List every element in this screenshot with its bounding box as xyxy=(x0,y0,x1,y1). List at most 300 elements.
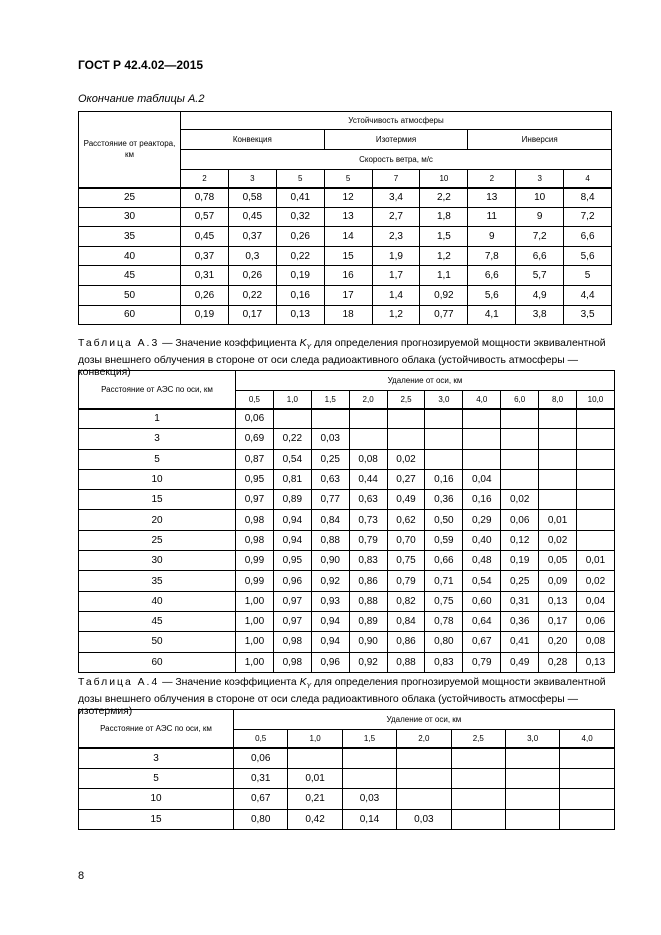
table-a2-cell: 0,78 xyxy=(181,188,229,208)
table-a3-cell: 0,93 xyxy=(311,591,349,611)
table-a3-cell: 0,83 xyxy=(425,652,463,672)
table-a2-col-header: 7 xyxy=(372,170,420,188)
table-a3-cell: 0,70 xyxy=(387,530,425,550)
table-a2-cell: 4,4 xyxy=(564,285,612,305)
table-a3-cell: 0,98 xyxy=(273,652,311,672)
table-row xyxy=(79,469,615,489)
table-a2-cell: 1,2 xyxy=(372,305,420,325)
table-a2-row-label: 25 xyxy=(79,188,181,208)
table-row xyxy=(79,652,615,672)
table-a3-cell: 0,89 xyxy=(349,611,387,631)
table-a2-cell: 0,19 xyxy=(181,305,229,325)
table-a3-cell: 0,66 xyxy=(425,551,463,571)
table-a2-cell: 7,2 xyxy=(564,207,612,227)
table-a3-cell: 0,13 xyxy=(539,591,577,611)
table-a3-cell: 0,75 xyxy=(387,551,425,571)
table-a3-cell xyxy=(463,429,501,449)
table-a3-cell xyxy=(501,409,539,429)
table-row xyxy=(79,611,615,631)
table-row xyxy=(79,809,615,830)
table-a3-cell xyxy=(501,429,539,449)
table-a3-cell xyxy=(387,429,425,449)
table-a3-cell: 0,36 xyxy=(501,611,539,631)
table-a4-cell xyxy=(451,789,505,810)
table-a3-cell: 0,98 xyxy=(236,510,274,530)
table-a2-cell: 6,6 xyxy=(564,227,612,247)
table-a3-cell xyxy=(463,409,501,429)
table-a3-cell: 0,62 xyxy=(387,510,425,530)
table-a3-cell: 0,71 xyxy=(425,571,463,591)
table-row xyxy=(79,768,615,789)
table-a3-cell: 0,02 xyxy=(577,571,615,591)
table-a4-caption: Таблица А.4 — Значение коэффициента $K_Y$ для определения прогнозируемой мощности эквивалентной дозы внешнего облучения в стороне от оси следа радиоактивного облака (устойчивость атмосферы — изотермия) xyxy=(78,677,606,718)
table-a3-cell: 0,86 xyxy=(387,632,425,652)
table-a3-cell xyxy=(577,429,615,449)
table-row xyxy=(79,551,615,571)
table-a2-cell: 0,58 xyxy=(228,188,276,208)
table-row xyxy=(79,789,615,810)
table-a3-cell: 0,16 xyxy=(425,469,463,489)
table-a3-cell: 0,73 xyxy=(349,510,387,530)
table-a3-cell: 0,25 xyxy=(501,571,539,591)
table-a3-cell xyxy=(349,409,387,429)
table-a2-cell: 0,13 xyxy=(276,305,324,325)
table-a2-cell: 15 xyxy=(324,246,372,266)
table-a2-cell: 1,4 xyxy=(372,285,420,305)
table-a4-cell xyxy=(451,768,505,789)
table-a2-col-header: 3 xyxy=(228,170,276,188)
table-a3-cell: 0,54 xyxy=(273,449,311,469)
table-a4-cell: 0,01 xyxy=(288,768,342,789)
table-a2-caption: Окончание таблицы А.2 xyxy=(78,93,205,105)
table-a2-cell: 0,37 xyxy=(228,227,276,247)
table-a4-col-header: 1,5 xyxy=(342,730,396,748)
table-row xyxy=(79,571,615,591)
table-a3-cell: 0,96 xyxy=(273,571,311,591)
table-a2-col-header: 5 xyxy=(276,170,324,188)
table-a3-cell: 0,67 xyxy=(463,632,501,652)
table-a3-cell: 0,31 xyxy=(501,591,539,611)
table-a3-cell: 0,13 xyxy=(577,652,615,672)
table-a3-cell: 0,64 xyxy=(463,611,501,631)
table-a3-cell xyxy=(539,429,577,449)
table-a3-row-label: 25 xyxy=(79,530,236,550)
table-a3-col-header: 1,5 xyxy=(311,391,349,409)
table-a3-cell: 0,80 xyxy=(425,632,463,652)
table-a4-cell xyxy=(505,809,559,830)
table-a2 xyxy=(78,111,612,325)
table-a4-cell xyxy=(560,748,614,769)
table-a4-cell xyxy=(505,768,559,789)
table-a3-cell: 0,08 xyxy=(577,632,615,652)
table-a3-cell: 0,86 xyxy=(349,571,387,591)
table-a2-cell: 7,2 xyxy=(516,227,564,247)
table-a2-cell: 3,8 xyxy=(516,305,564,325)
table-a3-cell: 0,25 xyxy=(311,449,349,469)
table-a2-row-label: 40 xyxy=(79,246,181,266)
table-a3-cell: 0,83 xyxy=(349,551,387,571)
table-a2-col-header: 2 xyxy=(468,170,516,188)
table-a3-cell: 0,84 xyxy=(387,611,425,631)
table-row xyxy=(79,188,612,208)
table-a3-cell: 0,20 xyxy=(539,632,577,652)
table-row xyxy=(79,246,612,266)
table-a3-cell: 0,94 xyxy=(273,530,311,550)
table-a2-col-header: 2 xyxy=(181,170,229,188)
table-a3-cell: 0,88 xyxy=(387,652,425,672)
table-a2-cell: 0,45 xyxy=(228,207,276,227)
table-a3-cell xyxy=(577,409,615,429)
table-a4-cell: 0,14 xyxy=(342,809,396,830)
table-a3-cell: 0,02 xyxy=(539,530,577,550)
table-a3-cell: 0,63 xyxy=(349,490,387,510)
table-a2-cell: 6,6 xyxy=(468,266,516,286)
table-a2-cell: 1,7 xyxy=(372,266,420,286)
table-a3-row-label: 50 xyxy=(79,632,236,652)
table-a3-cell: 0,92 xyxy=(311,571,349,591)
table-a3-cell: 0,12 xyxy=(501,530,539,550)
table-a3-cell: 0,98 xyxy=(273,632,311,652)
table-a2-cell: 5,6 xyxy=(564,246,612,266)
table-a2-cell: 9 xyxy=(516,207,564,227)
document-title: ГОСТ Р 42.4.02—2015 xyxy=(78,58,204,72)
table-a3-col-header: 3,0 xyxy=(425,391,463,409)
table-a2-cell: 14 xyxy=(324,227,372,247)
table-a3-cell: 1,00 xyxy=(236,632,274,652)
table-a4-col-header: 4,0 xyxy=(560,730,614,748)
table-a3-cell: 0,60 xyxy=(463,591,501,611)
table-a3-row-label: 60 xyxy=(79,652,236,672)
table-a3-cell: 0,88 xyxy=(349,591,387,611)
table-a3-cell xyxy=(501,449,539,469)
table-a3-col-header: 10,0 xyxy=(577,391,615,409)
table-a4-col-header: Удаление от оси, км xyxy=(234,710,615,730)
table-a3-col-header: 6,0 xyxy=(501,391,539,409)
table-row xyxy=(79,409,615,429)
table-a2-cell: 2,7 xyxy=(372,207,420,227)
table-row xyxy=(79,305,612,325)
table-a3-row-label: 10 xyxy=(79,469,236,489)
table-a3-cell: 1,00 xyxy=(236,652,274,672)
table-a3-cell: 0,54 xyxy=(463,571,501,591)
table-a3-cell: 0,22 xyxy=(273,429,311,449)
table-a3-cell: 0,94 xyxy=(311,611,349,631)
table-a4-cell xyxy=(288,748,342,769)
table-a3-cell xyxy=(577,510,615,530)
table-a2-stability-header: Устойчивость атмосферы xyxy=(181,112,612,130)
table-a3-cell: 0,40 xyxy=(463,530,501,550)
table-a2-cell: 0,32 xyxy=(276,207,324,227)
table-a3-col-header: Удаление от оси, км xyxy=(236,371,615,391)
table-row xyxy=(79,530,615,550)
table-a3-cell: 0,99 xyxy=(236,551,274,571)
table-a2-row-label: 45 xyxy=(79,266,181,286)
table-a3-cell xyxy=(273,409,311,429)
table-a2-cell: 3,5 xyxy=(564,305,612,325)
table-a2-col-header: 10 xyxy=(420,170,468,188)
table-a2-row-label: 50 xyxy=(79,285,181,305)
table-a3-cell: 0,90 xyxy=(311,551,349,571)
table-a3-row-label: 15 xyxy=(79,490,236,510)
table-a3-cell: 0,19 xyxy=(501,551,539,571)
table-a2-cell: 5,7 xyxy=(516,266,564,286)
table-a2-row-label: 30 xyxy=(79,207,181,227)
table-a3-cell: 0,01 xyxy=(577,551,615,571)
table-a3-cell: 0,49 xyxy=(501,652,539,672)
table-row xyxy=(79,748,615,769)
table-a3-cell: 0,48 xyxy=(463,551,501,571)
table-a2-group-header: Инверсия xyxy=(468,130,612,150)
table-a3-cell: 0,28 xyxy=(539,652,577,672)
table-a4-cell xyxy=(397,789,451,810)
table-a3-cell xyxy=(577,530,615,550)
table-a2-cell: 0,22 xyxy=(228,285,276,305)
table-a4-col-header: 2,0 xyxy=(397,730,451,748)
table-a2-wind-header: Скорость ветра, м/с xyxy=(181,150,612,170)
table-a4-cell xyxy=(397,748,451,769)
table-a2-cell: 0,37 xyxy=(181,246,229,266)
table-a3-row-label: 30 xyxy=(79,551,236,571)
table-a2-group-header: Изотермия xyxy=(324,130,468,150)
table-a3-cell: 0,08 xyxy=(349,449,387,469)
table-a3-cell: 0,95 xyxy=(236,469,274,489)
table-a2-cell: 11 xyxy=(468,207,516,227)
table-a4-cell: 0,21 xyxy=(288,789,342,810)
table-a3-cell: 0,50 xyxy=(425,510,463,530)
table-a3-cell: 0,77 xyxy=(311,490,349,510)
table-a3-cell: 0,27 xyxy=(387,469,425,489)
table-a4-cell xyxy=(560,789,614,810)
table-a3-cell: 0,04 xyxy=(463,469,501,489)
table-a2-col-header: 4 xyxy=(564,170,612,188)
table-a3-col-header: 8,0 xyxy=(539,391,577,409)
table-a3-cell: 0,04 xyxy=(577,591,615,611)
table-a3-caption: Таблица А.3 — Значение коэффициента $K_Y$ для определения прогнозируемой мощности эквивалентной дозы внешнего облучения в стороне от оси следа радиоактивного облака (устойчивость атмосферы — конвекция) xyxy=(78,338,606,379)
table-a3-cell xyxy=(577,469,615,489)
table-a2-row-label: 60 xyxy=(79,305,181,325)
table-a3-col-header: 2,5 xyxy=(387,391,425,409)
table-a2-cell: 0,3 xyxy=(228,246,276,266)
table-a2-row-label: 35 xyxy=(79,227,181,247)
table-row xyxy=(79,227,612,247)
table-a3-cell: 0,01 xyxy=(539,510,577,530)
table-a4-row-label: 10 xyxy=(79,789,234,810)
table-a3-cell: 0,92 xyxy=(349,652,387,672)
table-a3-col-header: 0,5 xyxy=(236,391,274,409)
table-a3-cell: 0,79 xyxy=(463,652,501,672)
table-a3-cell: 0,98 xyxy=(236,530,274,550)
table-a4-col-header: 0,5 xyxy=(234,730,288,748)
table-a3-row-label: 40 xyxy=(79,591,236,611)
table-a2-cell: 0,77 xyxy=(420,305,468,325)
page-number: 8 xyxy=(78,870,85,882)
table-a3-cell xyxy=(539,449,577,469)
table-a3-cell: 0,44 xyxy=(349,469,387,489)
table-a3-cell xyxy=(425,409,463,429)
table-a3-cell: 0,05 xyxy=(539,551,577,571)
table-a4-cell xyxy=(342,768,396,789)
table-a4-col-header: 2,5 xyxy=(451,730,505,748)
table-a2-cell: 16 xyxy=(324,266,372,286)
table-a3-cell xyxy=(539,409,577,429)
table-a4-row-label: 15 xyxy=(79,809,234,830)
table-a2-col-header: 5 xyxy=(324,170,372,188)
table-a3-cell: 0,96 xyxy=(311,652,349,672)
table-a3-cell: 0,94 xyxy=(311,632,349,652)
table-a3-cell xyxy=(577,490,615,510)
table-a4-cell xyxy=(505,748,559,769)
table-a3-cell: 0,17 xyxy=(539,611,577,631)
table-a2-cell: 1,8 xyxy=(420,207,468,227)
table-a4-cell xyxy=(560,809,614,830)
table-a3-cell: 0,88 xyxy=(311,530,349,550)
table-a4-cell: 0,31 xyxy=(234,768,288,789)
table-a4-col-header: 1,0 xyxy=(288,730,342,748)
table-a4-cell: 0,03 xyxy=(342,789,396,810)
table-a2-cell: 3,4 xyxy=(372,188,420,208)
table-a2-cell: 1,2 xyxy=(420,246,468,266)
table-a3-cell: 0,29 xyxy=(463,510,501,530)
table-row xyxy=(79,490,615,510)
table-a4-col-header: 3,0 xyxy=(505,730,559,748)
table-a3-cell xyxy=(539,469,577,489)
table-a3-cell: 0,79 xyxy=(349,530,387,550)
table-a3-col-header: 1,0 xyxy=(273,391,311,409)
table-a3-cell: 0,99 xyxy=(236,571,274,591)
table-a3-cell xyxy=(349,429,387,449)
table-row xyxy=(79,591,615,611)
table-a3-col-header: 4,0 xyxy=(463,391,501,409)
table-a2-cell: 5 xyxy=(564,266,612,286)
table-a2-cell: 1,1 xyxy=(420,266,468,286)
table-a4-cell: 0,80 xyxy=(234,809,288,830)
table-a4-cell xyxy=(342,748,396,769)
table-a2-cell: 0,26 xyxy=(181,285,229,305)
table-a3-cell: 0,89 xyxy=(273,490,311,510)
table-a3-cell: 1,00 xyxy=(236,591,274,611)
table-a4-row-label: 5 xyxy=(79,768,234,789)
table-row xyxy=(79,285,612,305)
table-a2-cell: 9 xyxy=(468,227,516,247)
table-a3-cell xyxy=(387,409,425,429)
table-a3-cell xyxy=(425,429,463,449)
table-row xyxy=(79,632,615,652)
table-a2-cell: 1,9 xyxy=(372,246,420,266)
table-a2-cell: 0,57 xyxy=(181,207,229,227)
table-a2-row-header: Расстояние от реактора, км xyxy=(79,112,181,188)
table-a3-cell: 0,78 xyxy=(425,611,463,631)
table-a4-cell: 0,42 xyxy=(288,809,342,830)
table-a3-cell: 0,16 xyxy=(463,490,501,510)
table-a2-cell: 13 xyxy=(324,207,372,227)
table-a3-cell xyxy=(539,490,577,510)
table-a3-cell xyxy=(311,409,349,429)
table-a2-cell: 7,8 xyxy=(468,246,516,266)
table-a2-cell: 5,6 xyxy=(468,285,516,305)
table-a3-cell: 0,95 xyxy=(273,551,311,571)
table-a4-cell xyxy=(451,748,505,769)
table-a2-cell: 18 xyxy=(324,305,372,325)
table-a2-cell: 0,41 xyxy=(276,188,324,208)
table-a4 xyxy=(78,709,615,830)
table-a2-cell: 0,45 xyxy=(181,227,229,247)
table-a4-cell: 0,03 xyxy=(397,809,451,830)
table-a2-cell: 10 xyxy=(516,188,564,208)
table-row xyxy=(79,429,615,449)
table-a3-row-label: 1 xyxy=(79,409,236,429)
table-a4-cell xyxy=(451,809,505,830)
table-a4-row-header: Расстояние от АЭС по оси, км xyxy=(79,710,234,748)
table-a2-cell: 12 xyxy=(324,188,372,208)
table-a3-cell xyxy=(463,449,501,469)
table-a2-cell: 2,2 xyxy=(420,188,468,208)
table-a2-cell: 1,5 xyxy=(420,227,468,247)
table-a2-cell: 0,26 xyxy=(276,227,324,247)
table-a2-cell: 4,9 xyxy=(516,285,564,305)
table-a3-row-label: 20 xyxy=(79,510,236,530)
table-a2-cell: 0,31 xyxy=(181,266,229,286)
table-a3-cell xyxy=(577,449,615,469)
table-a4-cell xyxy=(397,768,451,789)
table-a2-cell: 0,92 xyxy=(420,285,468,305)
table-a2-cell: 2,3 xyxy=(372,227,420,247)
table-a3-cell: 1,00 xyxy=(236,611,274,631)
table-a2-col-header: 3 xyxy=(516,170,564,188)
table-row xyxy=(79,207,612,227)
table-row xyxy=(79,449,615,469)
table-a3-cell xyxy=(501,469,539,489)
table-a3-cell: 0,06 xyxy=(501,510,539,530)
table-a4-row-label: 3 xyxy=(79,748,234,769)
table-a3 xyxy=(78,370,615,673)
table-a2-cell: 4,1 xyxy=(468,305,516,325)
table-a3-cell: 0,81 xyxy=(273,469,311,489)
table-a3-cell: 0,02 xyxy=(387,449,425,469)
table-row xyxy=(79,510,615,530)
table-a2-group-header: Конвекция xyxy=(181,130,325,150)
table-a3-cell: 0,97 xyxy=(236,490,274,510)
table-a3-cell: 0,84 xyxy=(311,510,349,530)
table-a4-cell xyxy=(505,789,559,810)
table-a3-cell: 0,97 xyxy=(273,611,311,631)
table-a2-cell: 0,26 xyxy=(228,266,276,286)
table-a2-cell: 6,6 xyxy=(516,246,564,266)
table-a3-row-label: 35 xyxy=(79,571,236,591)
table-a3-cell: 0,69 xyxy=(236,429,274,449)
table-a3-cell: 0,97 xyxy=(273,591,311,611)
table-a4-cell xyxy=(560,768,614,789)
table-a4-cell: 0,67 xyxy=(234,789,288,810)
table-a3-row-header: Расстояние от АЭС по оси, км xyxy=(79,371,236,409)
table-a3-cell: 0,90 xyxy=(349,632,387,652)
table-a2-cell: 0,19 xyxy=(276,266,324,286)
table-a3-cell: 0,49 xyxy=(387,490,425,510)
table-a3-cell: 0,09 xyxy=(539,571,577,591)
table-a3-row-label: 5 xyxy=(79,449,236,469)
table-a3-cell xyxy=(425,449,463,469)
table-a2-cell: 0,16 xyxy=(276,285,324,305)
table-a2-cell: 0,17 xyxy=(228,305,276,325)
table-a3-cell: 0,94 xyxy=(273,510,311,530)
table-a3-cell: 0,06 xyxy=(577,611,615,631)
table-a3-cell: 0,41 xyxy=(501,632,539,652)
table-a3-row-label: 3 xyxy=(79,429,236,449)
table-a3-cell: 0,06 xyxy=(236,409,274,429)
table-a3-cell: 0,63 xyxy=(311,469,349,489)
table-row xyxy=(79,266,612,286)
table-a4-cell: 0,06 xyxy=(234,748,288,769)
table-a2-cell: 8,4 xyxy=(564,188,612,208)
